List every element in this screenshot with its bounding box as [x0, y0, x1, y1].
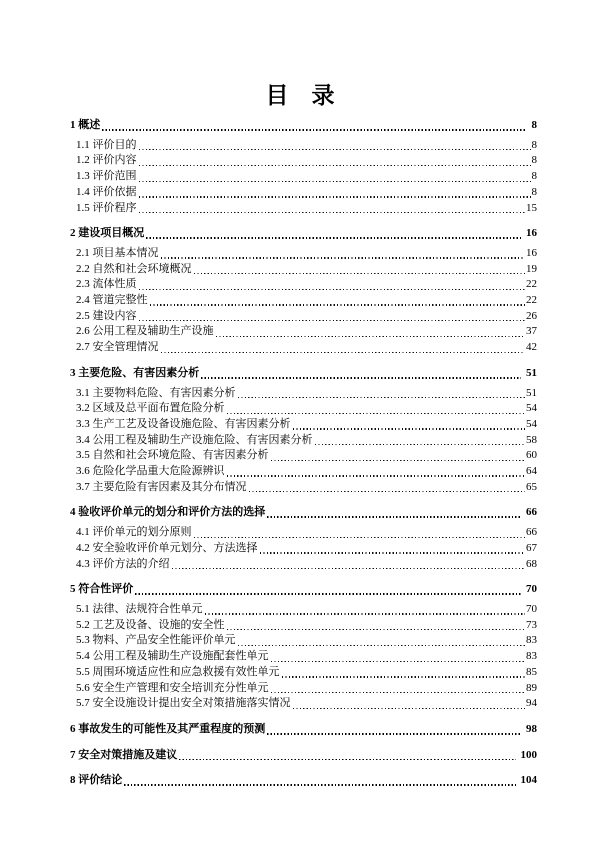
toc-dot-leader	[139, 181, 531, 182]
toc-entry-label: 1.1 评价目的	[76, 138, 137, 151]
toc-dot-leader	[267, 733, 521, 735]
toc-page-number: 8	[531, 185, 537, 198]
toc-dot-leader	[249, 491, 526, 492]
toc-dot-leader	[238, 397, 526, 398]
toc-page-number: 104	[520, 774, 537, 787]
toc-dot-leader	[124, 784, 515, 786]
toc-chapter-row[interactable]	[70, 748, 537, 764]
toc-item-row[interactable]	[70, 324, 537, 340]
toc-page-number: 54	[526, 417, 537, 430]
toc-page-number: 26	[526, 309, 537, 322]
toc-entry-label: 1.2 评价内容	[76, 154, 137, 167]
toc-dot-leader	[194, 537, 526, 538]
toc-page-number: 67	[526, 541, 537, 554]
toc-page-number: 85	[526, 665, 537, 678]
toc-item-row[interactable]	[70, 417, 537, 433]
toc-item-row[interactable]	[70, 246, 537, 262]
toc-page-number: 51	[526, 366, 537, 379]
toc-item-row[interactable]	[70, 557, 537, 573]
toc-page-number: 8	[531, 154, 537, 167]
toc-dot-leader	[227, 629, 526, 630]
toc-page-number: 100	[520, 748, 537, 761]
toc-dot-leader	[260, 552, 526, 553]
toc-dot-leader	[139, 196, 531, 197]
toc-entry-label: 1.5 评价程序	[76, 201, 137, 214]
toc-dot-leader	[150, 304, 526, 305]
toc-page-number: 89	[526, 681, 537, 694]
toc-item-row[interactable]	[70, 480, 537, 496]
toc-item-row[interactable]	[70, 448, 537, 464]
toc-dot-leader	[293, 428, 526, 429]
toc-dot-leader	[139, 289, 526, 290]
toc-dot-leader	[161, 257, 526, 258]
toc-page-number: 16	[526, 246, 537, 259]
toc-chapter-row[interactable]	[70, 722, 537, 738]
toc-chapter-row[interactable]	[70, 366, 537, 382]
toc-entry-label: 4.3 评价方法的介绍	[76, 557, 170, 570]
toc-entry-label: 2.5 建设内容	[76, 309, 137, 322]
toc-chapter-row[interactable]	[70, 118, 537, 134]
toc-page-number: 94	[526, 697, 537, 710]
toc-page-number: 8	[531, 119, 537, 131]
toc-page-number: 70	[526, 583, 537, 596]
toc-page-number: 60	[526, 449, 537, 462]
toc-entry-label: 5.3 物料、产品安全性能评价单元	[76, 634, 236, 647]
toc-item-row[interactable]	[70, 340, 537, 356]
toc-entry-label: 5.2 工艺及设备、设施的安全性	[76, 618, 225, 631]
toc-item-row[interactable]	[70, 433, 537, 449]
toc-entry-label: 7 安全对策措施及建议	[70, 748, 178, 761]
page-title: 目 录	[265, 83, 335, 108]
toc-entry-label: 3.4 公用工程及辅助生产设施危险、有害因素分析	[76, 433, 313, 446]
toc-dot-leader	[216, 336, 526, 337]
toc-entry-label: 8 评价结论	[70, 774, 123, 787]
toc-page-number: 73	[526, 618, 537, 631]
toc-page-number: 54	[526, 402, 537, 415]
toc-item-row[interactable]	[70, 649, 537, 665]
toc-chapter-row[interactable]	[70, 505, 537, 521]
toc-entry-label: 1.4 评价依据	[76, 185, 137, 198]
toc-dot-leader	[315, 444, 526, 445]
toc-dot-leader	[139, 320, 526, 321]
toc-entry-label: 5.1 法律、法规符合性单元	[76, 602, 203, 615]
toc-dot-leader	[179, 759, 515, 761]
toc-entry-label: 5 符合性评价	[70, 583, 134, 596]
toc-page-number: 22	[526, 294, 537, 307]
toc-item-row[interactable]	[70, 541, 537, 557]
toc-entry-label: 5.5 周围环境适应性和应急救援有效性单元	[76, 665, 280, 678]
toc-entry-label: 5.7 安全设施设计提出安全对策措施落实情况	[76, 697, 291, 710]
toc-chapter-row[interactable]	[70, 226, 537, 242]
toc-dot-leader	[161, 352, 526, 353]
toc-item-row[interactable]	[70, 153, 537, 169]
toc-item-row[interactable]	[70, 138, 537, 154]
toc-item-row[interactable]	[70, 277, 537, 293]
toc-entry-label: 3.7 主要危险有害因素及其分布情况	[76, 480, 247, 493]
toc-entry-label: 4 验收评价单元的划分和评价方法的选择	[70, 506, 266, 519]
toc-page-number: 8	[531, 170, 537, 183]
toc-dot-leader	[146, 237, 521, 239]
toc-item-row[interactable]	[70, 293, 537, 309]
toc-entry-label: 3.3 生产工艺及设备设施危险、有害因素分析	[76, 417, 291, 430]
toc-page-number: 51	[526, 386, 537, 399]
toc-entry-label: 2.3 流体性质	[76, 278, 137, 291]
toc-dot-leader	[139, 165, 531, 166]
toc-entry-label: 6 事故发生的可能性及其严重程度的预测	[70, 722, 266, 735]
toc-item-row[interactable]	[70, 386, 537, 402]
toc-item-row[interactable]	[70, 401, 537, 417]
toc-dot-leader	[271, 661, 526, 662]
toc-item-row[interactable]	[70, 696, 537, 712]
toc-page-number: 19	[526, 262, 537, 275]
toc-entry-label: 3 主要危险、有害因素分析	[70, 366, 200, 379]
toc-dot-leader	[102, 129, 526, 131]
toc-entry-label: 2.2 自然和社会环境概况	[76, 262, 192, 275]
toc-entry-label: 2 建设项目概况	[70, 227, 145, 240]
toc-page-number: 65	[526, 480, 537, 493]
toc-dot-leader	[139, 149, 531, 150]
toc-page-number: 58	[526, 433, 537, 446]
toc-entry-label: 3.2 区域及总平面布置危险分析	[76, 402, 225, 415]
toc-item-row[interactable]	[70, 262, 537, 278]
toc-page-number: 83	[526, 650, 537, 663]
toc-item-row[interactable]	[70, 681, 537, 697]
toc-page-number: 68	[526, 557, 537, 570]
toc-dot-leader	[271, 460, 526, 461]
toc-dot-leader	[205, 613, 526, 614]
toc-chapter-row[interactable]	[70, 582, 537, 598]
toc-entry-label: 5.6 安全生产管理和安全培训充分性单元	[76, 681, 269, 694]
toc-item-row[interactable]	[70, 169, 537, 185]
toc-entry-label: 2.7 安全管理情况	[76, 341, 159, 354]
toc-item-row[interactable]	[70, 665, 537, 681]
toc-page-number: 66	[526, 526, 537, 539]
toc-entry-label: 2.1 项目基本情况	[76, 246, 159, 259]
toc-dot-leader	[194, 273, 526, 274]
toc-item-row[interactable]	[70, 602, 537, 618]
toc-dot-leader	[172, 568, 526, 569]
toc-entry-label: 5.4 公用工程及辅助生产设施配套性单元	[76, 650, 269, 663]
toc-entry-label: 1 概述	[70, 119, 101, 131]
toc-page-number: 83	[526, 634, 537, 647]
toc-page-number: 64	[526, 465, 537, 478]
toc-page-number: 15	[526, 201, 537, 214]
toc-dot-leader	[139, 212, 526, 213]
toc-page-number: 70	[526, 602, 537, 615]
toc-dot-leader	[201, 377, 521, 379]
toc-item-row[interactable]	[70, 201, 537, 217]
toc-page-number: 66	[526, 506, 537, 519]
toc-page-number: 37	[526, 325, 537, 338]
toc-dot-leader	[227, 475, 526, 476]
toc-item-row[interactable]	[70, 525, 537, 541]
toc-dot-leader	[267, 516, 521, 518]
toc-item-row[interactable]	[70, 185, 537, 201]
toc-page-number: 8	[531, 138, 537, 151]
toc-entry-label: 1.3 评价范围	[76, 170, 137, 183]
toc-page-number: 42	[526, 341, 537, 354]
toc-chapter-row[interactable]	[70, 773, 537, 789]
toc-entry-label: 3.6 危险化学品重大危险源辨识	[76, 465, 225, 478]
toc-entry-label: 2.4 管道完整性	[76, 294, 148, 307]
toc-entry-label: 3.1 主要物料危险、有害因素分析	[76, 386, 236, 399]
toc-dot-leader	[282, 676, 526, 677]
toc-page-number: 98	[526, 722, 537, 735]
toc-entry-label: 4.2 安全验收评价单元划分、方法选择	[76, 541, 258, 554]
toc-item-row[interactable]	[70, 618, 537, 634]
toc-entry-label: 2.6 公用工程及辅助生产设施	[76, 325, 214, 338]
toc-dot-leader	[227, 413, 526, 414]
toc-item-row[interactable]	[70, 633, 537, 649]
toc-page-number: 22	[526, 278, 537, 291]
toc-entry-label: 4.1 评价单元的划分原则	[76, 526, 192, 539]
toc-dot-leader	[238, 645, 526, 646]
toc-dot-leader	[293, 708, 526, 709]
toc-list	[70, 118, 537, 789]
toc-dot-leader	[135, 593, 521, 595]
toc-dot-leader	[271, 692, 526, 693]
toc-item-row[interactable]	[70, 309, 537, 325]
toc-entry-label: 3.5 自然和社会环境危险、有害因素分析	[76, 449, 269, 462]
toc-page-number: 16	[526, 227, 537, 240]
toc-item-row[interactable]	[70, 464, 537, 480]
